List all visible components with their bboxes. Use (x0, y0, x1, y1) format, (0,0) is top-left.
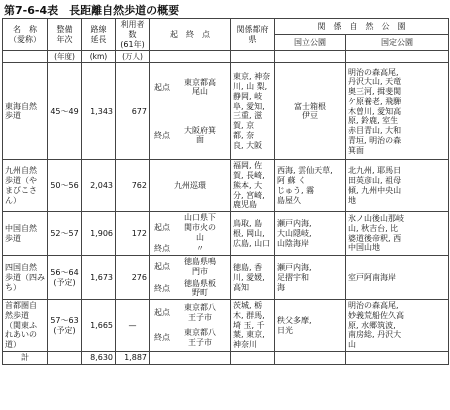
trail-year: 45～49 (48, 63, 82, 160)
total-length: 8,630 (82, 351, 116, 364)
trail-length: 2,043 (82, 160, 116, 212)
trail-length: 1,906 (82, 212, 116, 256)
units-row (3, 51, 449, 63)
trail-quasi-parks: 室戸阿南海岸 (346, 256, 449, 300)
trail-year: 56～64 (予定) (48, 256, 82, 300)
trail-national-parks: 瀬戸内海, 足摺宇和 海 (275, 256, 346, 300)
total-users: 1,887 (116, 351, 150, 364)
start-point: 山口県下 関市火の 山 (184, 213, 216, 242)
start-point: 徳島県鳴 門市 (184, 257, 216, 276)
trail-users: — (116, 300, 150, 352)
table-row (3, 160, 449, 212)
nature-trail-table (2, 18, 449, 365)
trail-national-parks: 富士箱根 伊豆 (275, 63, 346, 160)
trail-length: 1,673 (82, 256, 116, 300)
start-label: 起点 (154, 307, 170, 317)
start-point: 東京都高 尾山 (184, 77, 216, 97)
trail-name: 四国自然 歩道（四み ち） (3, 256, 48, 300)
trail-year: 57～63 (予定) (48, 300, 82, 352)
trail-users: 172 (116, 212, 150, 256)
header-row (3, 19, 449, 35)
table-row (3, 256, 449, 278)
unit-length: (km) (82, 51, 116, 63)
total-row (3, 351, 449, 364)
trail-national-parks: 西海, 雲仙天草, 阿 蘇 く じゅう, 霧 島屋久 (275, 160, 346, 212)
start-label: 起点 (154, 262, 170, 272)
start-point: 東京都八 王子市 (184, 303, 216, 322)
end-point: 東京都八 王子市 (184, 328, 216, 348)
table-row (3, 212, 449, 244)
trail-prefectures: 福岡, 佐 賀, 長崎, 熊本, 大 分, 宮崎, 鹿児島 (231, 160, 275, 212)
end-label: 終点 (154, 283, 170, 293)
trail-prefectures: 東京, 神奈 川, 山 梨, 静岡, 岐 阜, 愛知, 三重, 滋 賀, 京 都, 奈 良, 大阪 (231, 63, 275, 160)
header-name: 名 称 （愛称） (3, 19, 48, 51)
header-parks: 関 係 自 然 公 園 (275, 19, 449, 35)
trail-length: 1,665 (82, 300, 116, 352)
trail-prefectures: 徳島, 香 川, 愛媛, 高知 (231, 256, 275, 300)
trail-prefectures: 茨城, 栃 木, 群馬, 埼 玉, 千 葉, 東京, 神奈川 (231, 300, 275, 352)
unit-year: (年度) (48, 51, 82, 63)
trail-prefectures: 鳥取, 島 根, 岡山, 広島, 山口 (231, 212, 275, 256)
loop-route: 九州巡環 (150, 160, 231, 212)
trail-length: 1,343 (82, 63, 116, 160)
header-quasi-national-park: 国定公園 (346, 35, 449, 51)
trail-name: 九州自然 歩道（や まびこさ ん） (3, 160, 48, 212)
end-label: 終点 (154, 130, 170, 140)
trail-users: 677 (116, 63, 150, 160)
trail-year: 50～56 (48, 160, 82, 212)
header-year: 整備 年次 (48, 19, 82, 51)
header-users: 利用者数 (61年) (116, 19, 150, 51)
header-length: 路線 延長 (82, 19, 116, 51)
trail-name: 東海自然 歩道 (3, 63, 48, 160)
table-title: 第7-6-4表 長距離自然歩道の概要 (4, 4, 180, 17)
trail-users: 762 (116, 160, 150, 212)
trail-year: 52～57 (48, 212, 82, 256)
trail-name: 中国自然 歩道 (3, 212, 48, 256)
end-label: 終点 (154, 244, 170, 254)
header-prefectures: 関係都府 県 (231, 19, 275, 51)
trail-quasi-parks: 氷ノ山後山那岐 山, 秋吉台, 比 婆道後帝釈, 西 中国山地 (346, 212, 449, 256)
header-national-park: 国立公園 (275, 35, 346, 51)
trail-national-parks: 秩父多摩, 日光 (275, 300, 346, 352)
table-row (3, 63, 449, 112)
end-point: 徳島県板 野町 (184, 278, 216, 298)
trail-quasi-parks: 北九州, 耶馬日 田英彦山, 祖母 傾, 九州中央山 地 (346, 160, 449, 212)
header-endpoints: 起 終 点 (150, 19, 231, 51)
trail-national-parks: 瀬戸内海, 大山隠岐, 山陰海岸 (275, 212, 346, 256)
trail-users: 276 (116, 256, 150, 300)
table-row (3, 300, 449, 326)
end-point: 大阪府箕 面 (184, 125, 216, 145)
total-label: 計 (3, 351, 48, 364)
trail-name: 首都圏自 然歩道 （関東ふ れあいの 道） (3, 300, 48, 352)
end-point: 〃 (196, 244, 204, 254)
unit-users: (万人) (116, 51, 150, 63)
start-label: 起点 (154, 82, 170, 92)
start-label: 起点 (154, 222, 170, 232)
trail-quasi-parks: 明治の森高尾, 妙義荒船佐久高 原, 水郷筑波, 南房総, 丹沢大 山 (346, 300, 449, 352)
trail-quasi-parks: 明治の森高尾, 丹沢大山, 天竜 奥三河, 揖斐関 ケ原養老, 飛騨 木曽川, 愛知高 原, 鈴鹿, 室生 赤目青山, 大和 青垣, 明治の森 箕面 (346, 63, 449, 160)
end-label: 終点 (154, 333, 170, 343)
